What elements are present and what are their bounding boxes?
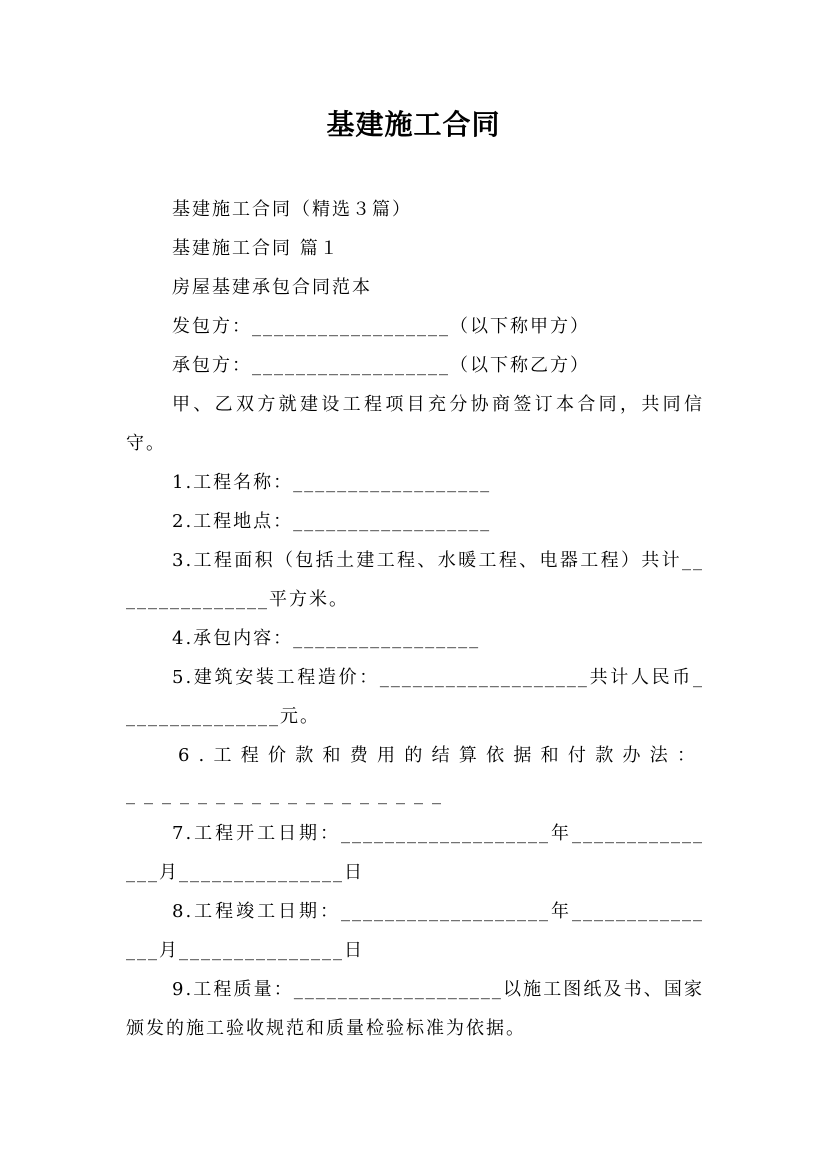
paragraph-clause-6: 6.工程价款和费用的结算依据和付款办法：__________________ (126, 745, 704, 805)
paragraph-clause-2: 2.工程地点：__________________ (172, 511, 492, 532)
document-body (126, 190, 704, 1048)
paragraph-template-name: 房屋基建承包合同范本 (172, 277, 372, 298)
paragraph-party-b: 承包方：__________________（以下称乙方） (172, 355, 590, 376)
paragraph-subtitle: 基建施工合同（精选３篇） (172, 199, 412, 220)
paragraph-section-heading: 基建施工合同 篇１ (172, 238, 340, 259)
paragraph-clause-5: 5.建筑安装工程造价：___________________共计人民币_______________元。 (126, 667, 704, 727)
paragraph-clause-8: 8.工程竣工日期：___________________年_______________月_______________日 (126, 901, 704, 961)
paragraph-clause-7: 7.工程开工日期：___________________年_______________月_______________日 (126, 823, 704, 883)
paragraph-party-a: 发包方：__________________（以下称甲方） (172, 316, 590, 337)
paragraph-agreement-intro: 甲、乙双方就建设工程项目充分协商签订本合同，共同信守。 (126, 394, 704, 454)
paragraph-clause-1: 1.工程名称：__________________ (172, 472, 492, 493)
document-title: 基建施工合同 (326, 108, 501, 141)
paragraph-clause-3: 3.工程面积（包括土建工程、水暖工程、电器工程）共计_______________平方米。 (126, 550, 704, 610)
paragraph-clause-4: 4.承包内容：_________________ (172, 628, 481, 649)
paragraph-clause-9: 9.工程质量：___________________以施工图纸及书、国家颁发的施工验收规范和质量检验标准为依据。 (126, 979, 704, 1039)
